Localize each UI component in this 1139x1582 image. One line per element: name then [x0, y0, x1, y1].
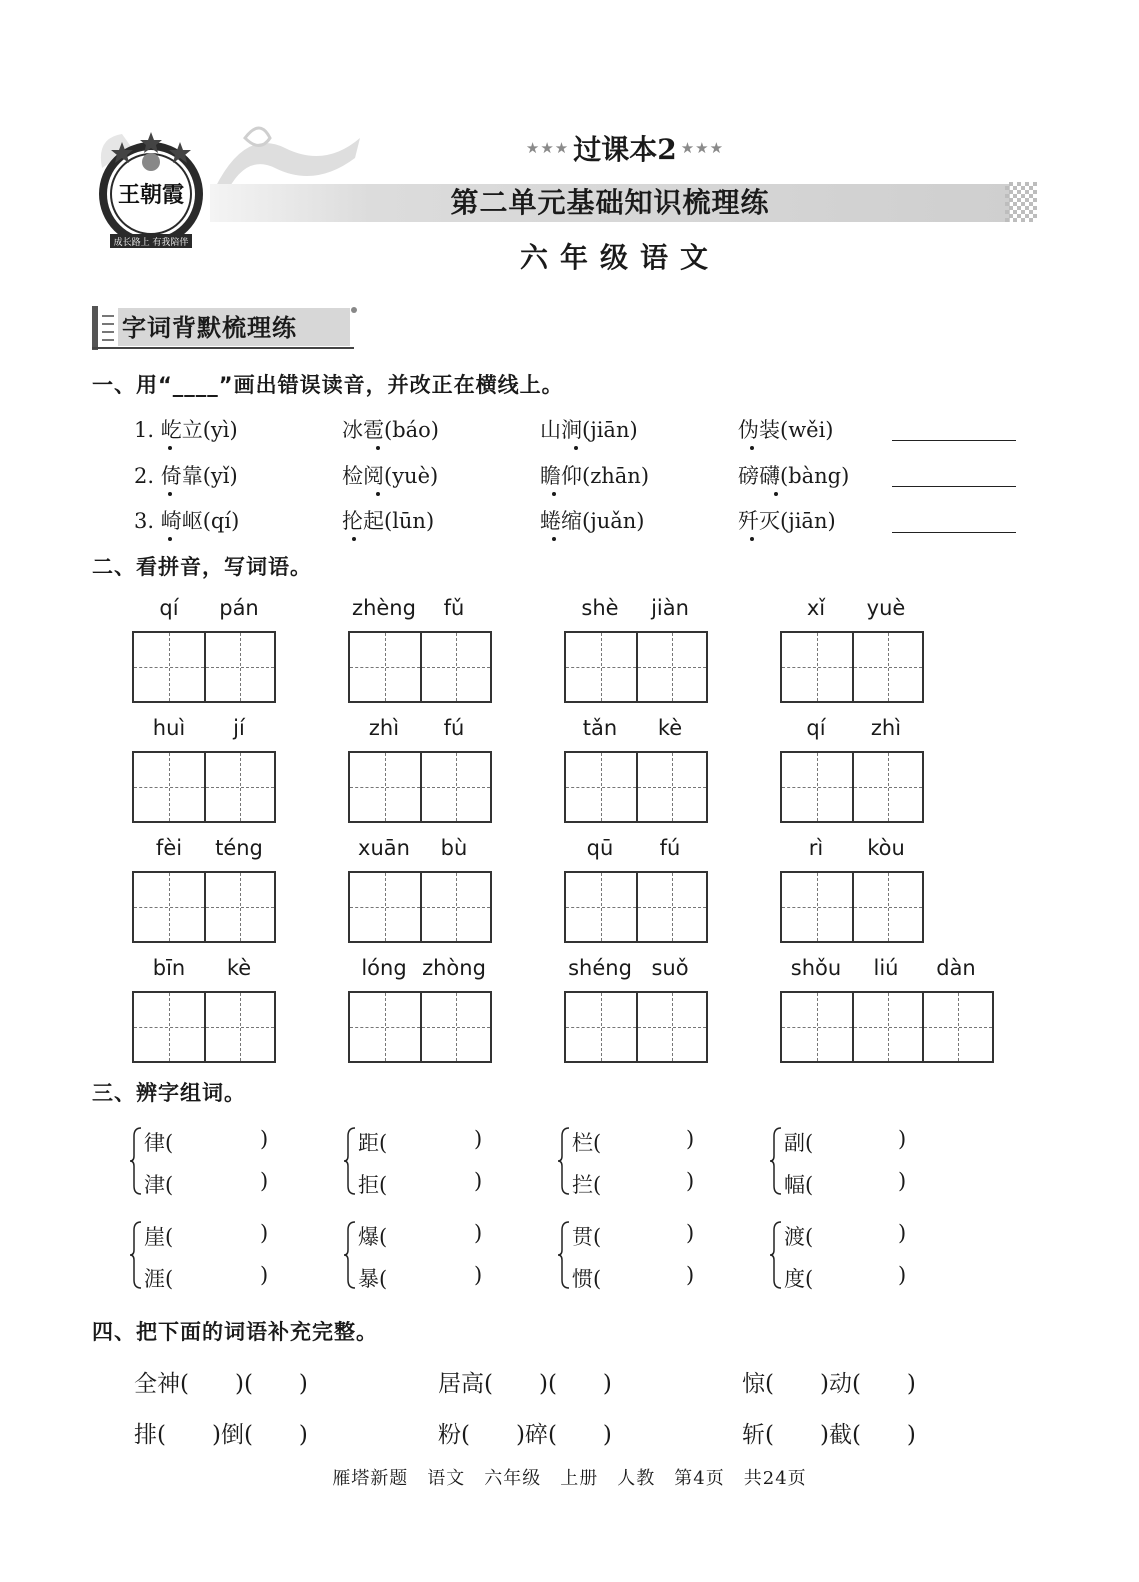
char-option: 副( [784, 1131, 814, 1155]
section-banner-title: 字词背默梳理练 [122, 313, 297, 342]
writing-grid[interactable] [780, 991, 994, 1063]
page-footer: 雁塔新题 语文 六年级 上册 人教 第4页 共24页 [332, 1468, 807, 1489]
brace [130, 1220, 142, 1290]
emphasis-dot [376, 446, 380, 450]
pinyin: shéng [568, 956, 632, 980]
pinyin: qí [159, 596, 179, 620]
close-paren: ) [898, 1127, 907, 1151]
writing-grid[interactable] [132, 991, 276, 1063]
writing-grid[interactable] [564, 871, 708, 943]
pinyin: bīn [152, 956, 186, 980]
q1-item: 3. 崎岖(qí) [134, 509, 240, 533]
writing-grid[interactable] [132, 751, 276, 823]
pinyin: xǐ [806, 596, 826, 620]
emphasis-dot [750, 446, 754, 450]
close-paren: ) [686, 1127, 695, 1151]
pinyin: suǒ [651, 956, 689, 980]
emphasis-dot [168, 446, 172, 450]
svg-text:王朝霞: 王朝霞 [117, 182, 185, 208]
char-option: 贯( [572, 1225, 602, 1249]
pinyin: lóng [361, 956, 407, 980]
emphasis-dot [552, 492, 556, 496]
q1-item: 蜷缩(juǎn) [540, 509, 645, 533]
answer-line[interactable] [892, 440, 1016, 441]
emphasis-dot [774, 492, 778, 496]
pinyin: rì [808, 836, 824, 860]
q1-item: 冰雹(báo) [342, 418, 439, 442]
writing-grid[interactable] [348, 991, 492, 1063]
q1-item: 1. 屹立(yì) [134, 418, 238, 442]
char-option: 津( [144, 1173, 174, 1197]
char-option: 拒( [358, 1173, 388, 1197]
pinyin: téng [215, 836, 263, 860]
pinyin: tǎn [582, 716, 618, 740]
emphasis-dot [168, 492, 172, 496]
close-paren: ) [474, 1263, 483, 1287]
close-paren: ) [898, 1221, 907, 1245]
emphasis-dot [574, 446, 578, 450]
pinyin: qí [806, 716, 826, 740]
emphasis-dot [750, 537, 754, 541]
char-option: 崖( [144, 1225, 174, 1249]
stars-right: ★★★ [680, 139, 725, 157]
close-paren: ) [260, 1169, 269, 1193]
q1-item: 山涧(jiān) [540, 418, 638, 442]
answer-line[interactable] [892, 486, 1016, 487]
q1-item: 检阅(yuè) [342, 464, 439, 488]
lesson-line [500, 128, 750, 168]
q1-item: 瞻仰(zhān) [540, 464, 650, 488]
pinyin: pán [219, 596, 259, 620]
brace [558, 1126, 570, 1196]
idiom-fill[interactable]: 全神( )( ) [134, 1371, 308, 1397]
pinyin: zhòng [422, 956, 486, 980]
close-paren: ) [474, 1127, 483, 1151]
pinyin: dàn [936, 956, 976, 980]
writing-grid[interactable] [780, 631, 924, 703]
char-option: 渡( [784, 1225, 814, 1249]
brace [130, 1126, 142, 1196]
pinyin: shǒu [790, 956, 842, 980]
unit-title: 第二单元基础知识梳理练 [450, 186, 770, 219]
idiom-fill[interactable]: 排( )倒( ) [134, 1422, 308, 1448]
writing-grid[interactable] [348, 751, 492, 823]
svg-text:成长路上 有我陪伴: 成长路上 有我陪伴 [113, 238, 189, 248]
pinyin: xuān [358, 836, 410, 860]
q3-heading: 三、辨字组词。 [92, 1081, 246, 1105]
close-paren: ) [898, 1263, 907, 1287]
q1-item: 伪装(wěi) [738, 418, 834, 442]
close-paren: ) [474, 1221, 483, 1245]
close-paren: ) [474, 1169, 483, 1193]
pinyin: fú [659, 836, 681, 860]
idiom-fill[interactable]: 斩( )截( ) [742, 1422, 916, 1448]
char-option: 栏( [572, 1131, 602, 1155]
brace [770, 1126, 782, 1196]
pinyin: zhèng [352, 596, 416, 620]
char-option: 幅( [784, 1173, 814, 1197]
pinyin: kè [657, 716, 683, 740]
char-option: 爆( [358, 1225, 388, 1249]
brand-logo [92, 128, 210, 258]
emphasis-dot [552, 537, 556, 541]
q2-heading: 二、看拼音，写词语。 [92, 555, 312, 579]
writing-grid[interactable] [780, 751, 924, 823]
q4-heading: 四、把下面的词语补充完整。 [92, 1320, 378, 1344]
char-option: 度( [784, 1267, 814, 1291]
writing-grid[interactable] [564, 991, 708, 1063]
grade-title: 六年级语文 [519, 241, 720, 274]
stars-left: ★★★ [525, 139, 570, 157]
char-option: 暴( [358, 1267, 388, 1291]
emphasis-dot [352, 537, 356, 541]
idiom-fill[interactable]: 粉( )碎( ) [438, 1422, 612, 1448]
pinyin: kòu [867, 836, 905, 860]
close-paren: ) [260, 1221, 269, 1245]
close-paren: ) [686, 1263, 695, 1287]
brace [344, 1220, 356, 1290]
q1-item: 歼灭(jiān) [738, 509, 836, 533]
pinyin: yuè [866, 596, 906, 620]
brace [344, 1126, 356, 1196]
char-option: 惯( [572, 1267, 602, 1291]
lesson-title: 过课本2 [573, 133, 677, 166]
brace [770, 1220, 782, 1290]
close-paren: ) [686, 1221, 695, 1245]
close-paren: ) [898, 1169, 907, 1193]
emphasis-dot [376, 492, 380, 496]
pinyin: liú [873, 956, 899, 980]
char-option: 律( [144, 1131, 174, 1155]
writing-grid[interactable] [348, 871, 492, 943]
pinyin: jiàn [651, 596, 689, 620]
pinyin: zhì [870, 716, 902, 740]
writing-grid[interactable] [348, 631, 492, 703]
pinyin: qū [586, 836, 614, 860]
close-paren: ) [260, 1263, 269, 1287]
answer-line[interactable] [892, 532, 1016, 533]
q1-item: 磅礴(bàng) [738, 464, 850, 488]
writing-grid[interactable] [564, 751, 708, 823]
pinyin: shè [581, 596, 619, 620]
pinyin: jí [233, 716, 245, 740]
idiom-fill[interactable]: 居高( )( ) [438, 1371, 612, 1397]
pinyin: bù [440, 836, 468, 860]
close-paren: ) [686, 1169, 695, 1193]
writing-grid[interactable] [132, 631, 276, 703]
q1-item: 抡起(lūn) [342, 509, 435, 533]
pinyin: fèi [155, 836, 183, 860]
idiom-fill[interactable]: 惊( )动( ) [742, 1371, 916, 1397]
char-option: 涯( [144, 1267, 174, 1291]
pinyin: fǔ [443, 596, 465, 620]
char-option: 拦( [572, 1173, 602, 1197]
pinyin: fú [443, 716, 465, 740]
writing-grid[interactable] [780, 871, 924, 943]
pinyin: kè [226, 956, 252, 980]
char-option: 距( [358, 1131, 388, 1155]
pinyin: zhì [368, 716, 400, 740]
q1-heading: 一、用“____”画出错误读音，并改正在横线上。 [92, 373, 564, 397]
close-paren: ) [260, 1127, 269, 1151]
writing-grid[interactable] [564, 631, 708, 703]
pinyin: huì [152, 716, 186, 740]
brace [558, 1220, 570, 1290]
emphasis-dot [168, 537, 172, 541]
writing-grid[interactable] [132, 871, 276, 943]
q1-item: 2. 倚靠(yǐ) [134, 464, 238, 488]
